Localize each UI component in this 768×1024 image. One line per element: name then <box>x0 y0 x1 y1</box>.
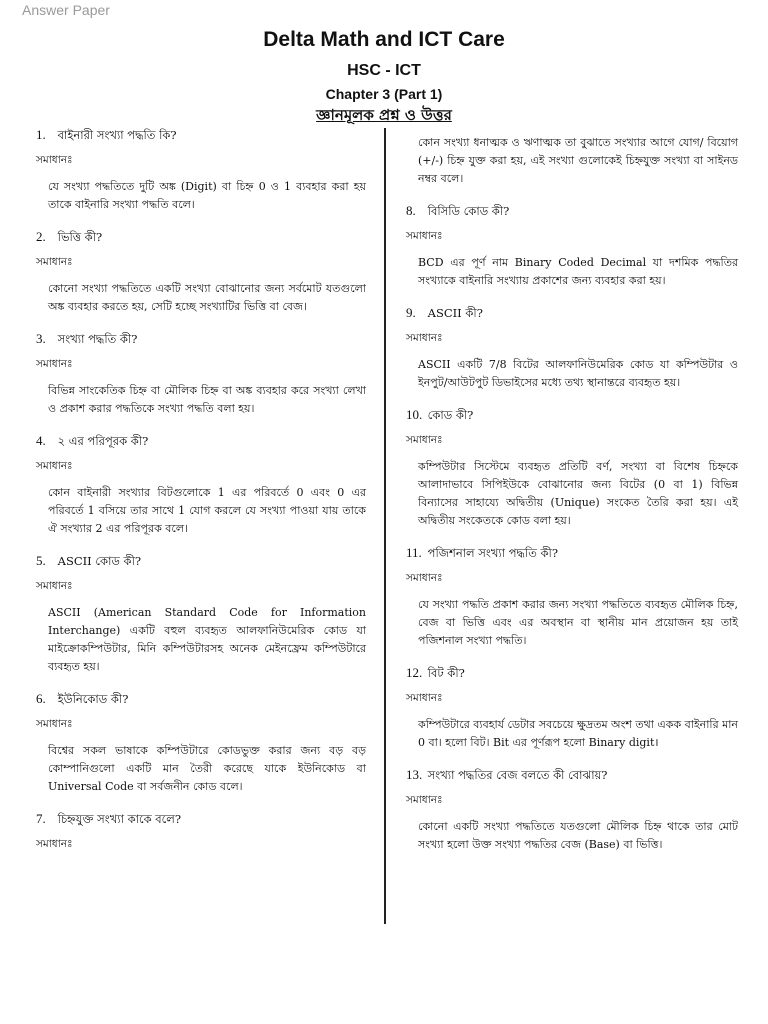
question-item <box>36 552 366 676</box>
watermark: Answer Paper <box>22 2 110 18</box>
answer-continuation: কোন সংখ্যা ধনাত্মক ও ঋণাত্মক তা বুঝাতে সংখ্যার আগে যোগ/ বিয়োগ (+/-) চিহ্ন যুক্ত করা হয়, এই সংখ্যা গুলোকেই চিহ্নযুক্ত সংখ্যা বা সাইনড নম্বর বলে। <box>418 136 738 185</box>
question-number: 4. <box>36 433 46 448</box>
question-number: 6. <box>36 691 46 706</box>
question-text: কোড কী? <box>427 408 474 422</box>
question-text: পজিশনাল সংখ্যা পদ্ধতি কী? <box>427 546 559 560</box>
question-number: 8. <box>406 203 416 218</box>
question-text: বিসিডি কোড কী? <box>427 204 510 218</box>
answer-text: ASCII একটি 7/8 বিটের আলফানিউমেরিক কোড যা কম্পিউটার ও ইনপুট/আউটপুট ডিভাইসের মধ্যে তথ্য স্থানান্তরে ব্যবহৃত হয়। <box>418 358 738 389</box>
question-number: 7. <box>36 811 46 826</box>
question-text: বাইনারী সংখ্যা পদ্ধতি কি? <box>57 128 177 142</box>
question-number: 9. <box>406 305 416 320</box>
question-text: চিহ্নযুক্ত সংখ্যা কাকে বলে? <box>57 812 182 826</box>
question-item <box>36 432 366 538</box>
answer-label: সমাধানঃ <box>406 332 443 344</box>
question-number: 11. <box>406 545 422 560</box>
question-item <box>36 330 366 418</box>
question-item <box>406 406 738 530</box>
question-item <box>36 228 366 316</box>
question-text: সংখ্যা পদ্ধতি কী? <box>57 332 138 346</box>
answer-label: সমাধানঃ <box>36 154 73 166</box>
question-item <box>406 304 738 392</box>
question-item <box>406 544 738 650</box>
answer-label: সমাধানঃ <box>36 460 73 472</box>
page-subtitle: HSC - ICT <box>347 62 421 79</box>
answer-label: সমাধানঃ <box>36 718 73 730</box>
answer-text: যে সংখ্যা পদ্ধতি প্রকাশ করার জন্য সংখ্যা পদ্ধতিতে ব্যবহৃত মৌলিক চিহ্ন, বেজ বা ভিত্তি এবং এর অবস্থান বা স্থানীয় মান প্রয়োজন হয় তাই পজিশনাল সংখ্যা পদ্ধতি। <box>418 598 738 647</box>
question-text: সংখ্যা পদ্ধতির বেজ বলতে কী বোঝায়? <box>427 768 608 782</box>
question-number: 13. <box>406 767 423 782</box>
answer-text: কোন বাইনারী সংখ্যার বিটগুলোকে 1 এর পরিবর্তে 0 এবং 0 এর পরিবর্তে 1 বসিয়ে তার সাথে 1 যোগ করলে যে সংখ্যা পাওয়া যায় তাকে ঐ সংখ্যার 2 এর পরিপূরক বলে। <box>48 486 366 535</box>
column-divider <box>384 128 386 924</box>
question-item <box>36 690 366 796</box>
question-text: ASCII কোড কী? <box>57 554 142 568</box>
answer-label: সমাধানঃ <box>406 230 443 242</box>
question-number: 10. <box>406 407 423 422</box>
answer-text: কম্পিউটারে ব্যবহার্য ডেটার সবচেয়ে ক্ষুদ্রতম অংশ তথা একক বাইনারি মান 0 বা। হলো বিট। Bit এর পূর্ণরূপ হলো Binary digit। <box>418 718 738 749</box>
section-heading: জ্ঞানমূলক প্রশ্ন ও উত্তর <box>316 106 452 124</box>
question-text: ASCII কী? <box>427 306 483 320</box>
answer-label: সমাধানঃ <box>406 434 443 446</box>
question-number: 5. <box>36 553 46 568</box>
answer-label: সমাধানঃ <box>36 580 73 592</box>
answer-text: BCD এর পূর্ণ নাম Binary Coded Decimal যা দশমিক পদ্ধতির সংখ্যাকে বাইনারি সংখ্যায় প্রকাশের জন্য ব্যবহার করা হয়। <box>418 256 738 287</box>
answer-label: সমাধানঃ <box>406 572 443 584</box>
left-column <box>36 126 366 866</box>
question-number: 12. <box>406 665 423 680</box>
question-number: 2. <box>36 229 46 244</box>
answer-text: বিশ্বের সকল ভাষাকে কম্পিউটারে কোডভুক্ত করার জন্য বড় বড় কোম্পানিগুলো একটি মান তৈরী করেছে যাকে ইউনিকোড বা Universal Code বা সর্বজনীন কোড বলে। <box>48 744 366 793</box>
answer-label: সমাধানঃ <box>36 838 73 850</box>
question-item <box>406 202 738 290</box>
page-title: Delta Math and ICT Care <box>263 28 505 51</box>
answer-label: সমাধানঃ <box>406 794 443 806</box>
answer-label: সমাধানঃ <box>406 692 443 704</box>
question-number: 1. <box>36 127 46 142</box>
answer-label: সমাধানঃ <box>36 256 73 268</box>
answer-text: কোনো একটি সংখ্যা পদ্ধতিতে যতগুলো মৌলিক চিহ্ন থাকে তার মোট সংখ্যা হলো উক্ত সংখ্যা পদ্ধতির বেজ (Base) বা ভিত্তি। <box>418 820 738 851</box>
right-column <box>406 126 738 868</box>
answer-text: যে সংখ্যা পদ্ধতিতে দুটি অঙ্ক (Digit) বা চিহ্ন 0 ও 1 ব্যবহার করা হয় তাকে বাইনারি সংখ্যা পদ্ধতি বলে। <box>48 180 366 211</box>
question-text: ভিত্তি কী? <box>57 230 103 244</box>
question-item <box>36 810 366 852</box>
question-number: 3. <box>36 331 46 346</box>
question-item <box>406 664 738 752</box>
answer-text: ASCII (American Standard Code for Information Interchange) একটি বহুল ব্যবহৃত আলফানিউমেরিক কোড যা মাইক্রোকম্পিউটার, মিনি কম্পিউটারসহ অনেক মেইনফ্রেম কম্পিউটারে ব্যবহৃত হয়। <box>48 606 366 673</box>
question-text: ২ এর পরিপূরক কী? <box>57 434 149 448</box>
answer-text: কম্পিউটার সিস্টেমে ব্যবহৃত প্রতিটি বর্ণ, সংখ্যা বা বিশেষ চিহ্নকে আলাদাভাবে সিপিইউকে বোঝানোর জন্য বিটের (0 বা 1) বিভিন্ন বিন্যাসের সাহায্যে অদ্বিতীয় (Unique) সংকেত তৈরি করা হয়। এই অদ্বিতীয় সংকেতকে কোড বলা হয়। <box>418 460 738 527</box>
answer-label: সমাধানঃ <box>36 358 73 370</box>
page-header <box>0 26 768 126</box>
chapter-label: Chapter 3 (Part 1) <box>325 86 443 102</box>
answer-text: বিভিন্ন সাংকেতিক চিহ্ন বা মৌলিক চিহ্ন বা অঙ্ক ব্যবহার করে সংখ্যা লেখা ও প্রকাশ করার পদ্ধতিকে সংখ্যা পদ্ধতি বলা হয়। <box>48 384 366 415</box>
question-item <box>36 126 366 214</box>
answer-text: কোনো সংখ্যা পদ্ধতিতে একটি সংখ্যা বোঝানোর জন্য সর্বমোট যতগুলো অঙ্ক ব্যবহার করতে হয়, সেটি হচ্ছে সংখ্যাটির ভিত্তি বা বেজ। <box>48 282 366 313</box>
question-text: বিট কী? <box>427 666 465 680</box>
question-item <box>406 766 738 854</box>
question-text: ইউনিকোড কী? <box>57 692 129 706</box>
